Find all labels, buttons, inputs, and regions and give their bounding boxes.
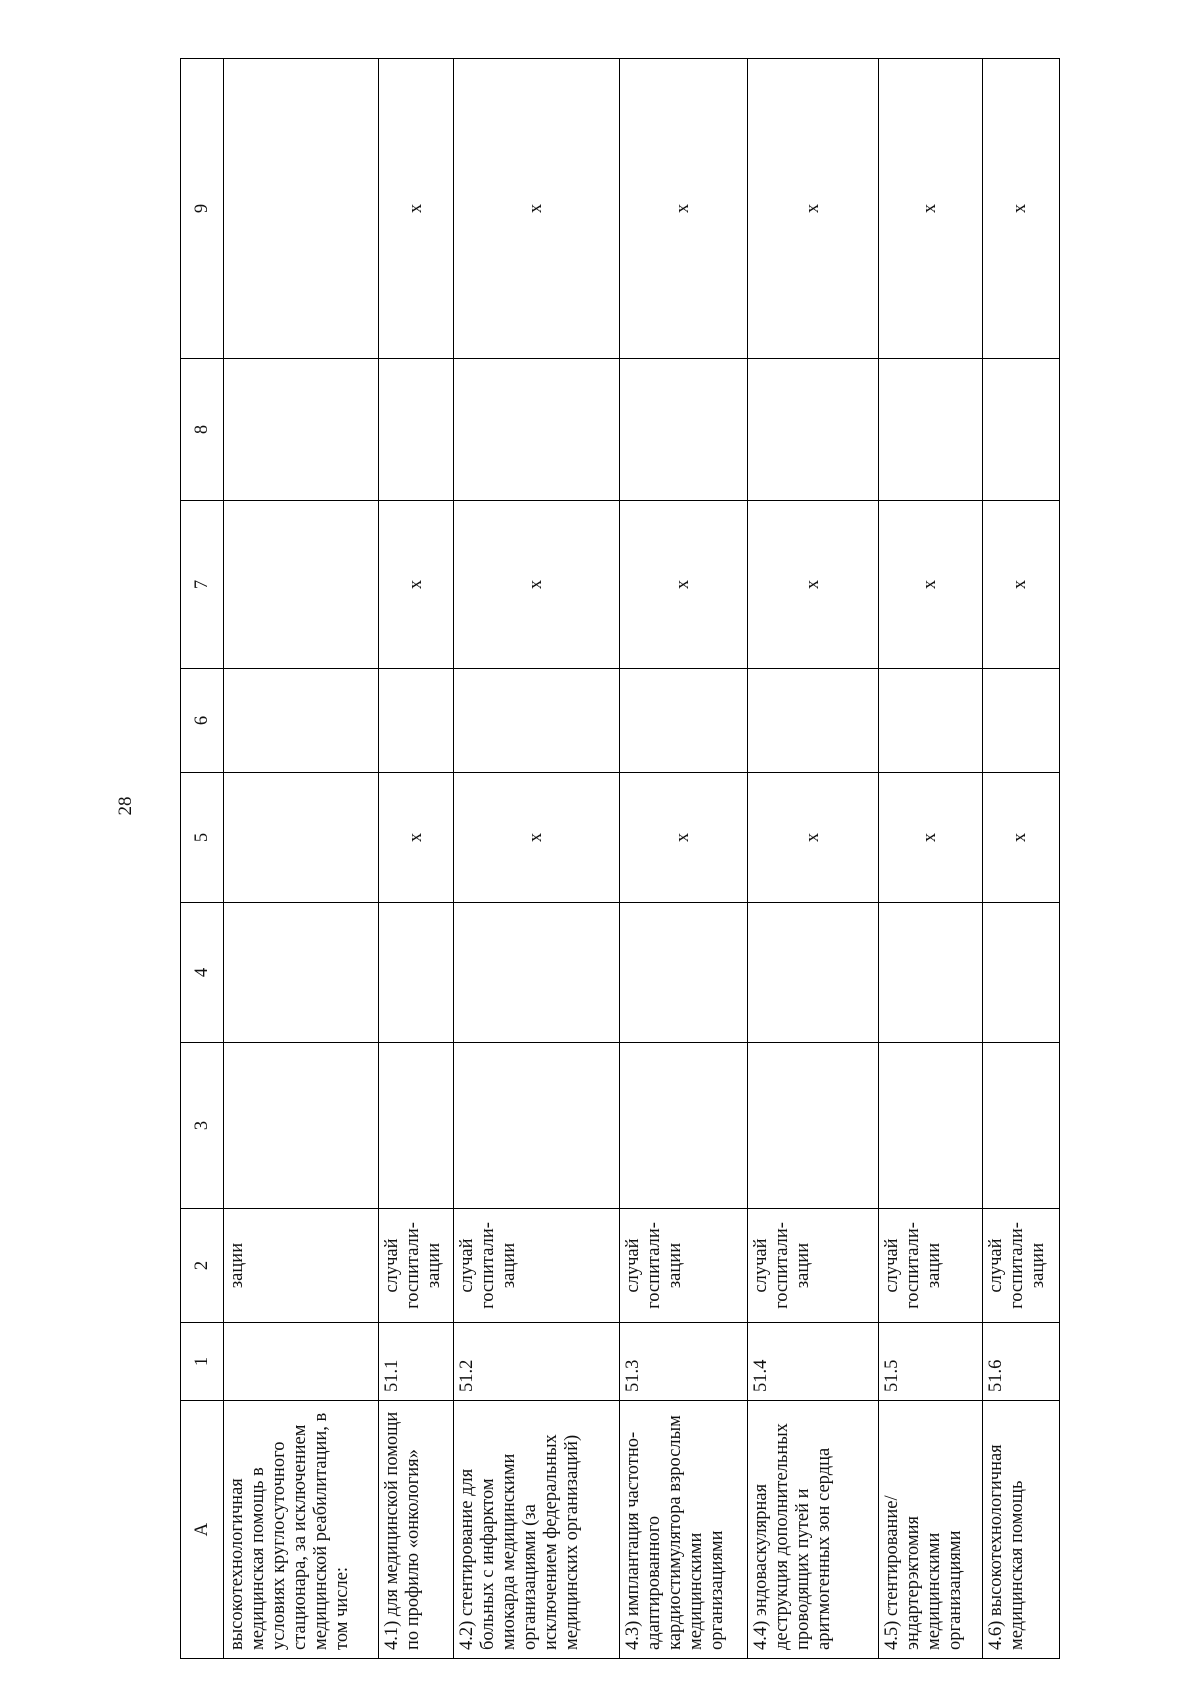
- cell-value: [620, 359, 748, 501]
- column-header: 2: [181, 1209, 224, 1323]
- cell-value: [379, 1043, 454, 1209]
- column-header: 1: [181, 1323, 224, 1401]
- cell-value: [454, 903, 620, 1043]
- cell-value: x: [454, 501, 620, 669]
- column-header: 5: [181, 773, 224, 903]
- table-row: [982, 59, 1059, 1659]
- cell-description: 4.5) стентирование/ эндартерэктомия медицинскими организациями: [879, 1401, 983, 1659]
- cell-value: [224, 669, 379, 773]
- cell-value: x: [982, 59, 1059, 359]
- cell-value: x: [748, 773, 879, 903]
- cell-value: x: [748, 59, 879, 359]
- cell-unit: случай госпитали-зации: [379, 1209, 454, 1323]
- cell-value: x: [620, 773, 748, 903]
- cell-unit: случай госпитали-зации: [879, 1209, 983, 1323]
- cell-value: x: [379, 59, 454, 359]
- cell-value: [224, 501, 379, 669]
- cell-value: [620, 1043, 748, 1209]
- cell-unit: случай госпитали-зации: [748, 1209, 879, 1323]
- table-row: [224, 59, 379, 1659]
- header-row: [181, 59, 224, 1659]
- cell-value: x: [379, 501, 454, 669]
- cell-value: [879, 669, 983, 773]
- cell-value: x: [879, 501, 983, 669]
- column-header: 3: [181, 1043, 224, 1209]
- cell-unit: случай госпитали-зации: [620, 1209, 748, 1323]
- cell-value: [224, 359, 379, 501]
- cell-value: [620, 903, 748, 1043]
- cell-row-number: 51.4: [748, 1323, 879, 1401]
- cell-value: x: [620, 59, 748, 359]
- table-row: [879, 59, 983, 1659]
- table-row: [454, 59, 620, 1659]
- cell-value: [982, 903, 1059, 1043]
- cell-value: [982, 669, 1059, 773]
- cell-value: x: [982, 773, 1059, 903]
- column-header: 8: [181, 359, 224, 501]
- cell-value: x: [982, 501, 1059, 669]
- cell-description: 4.4) эндоваскулярная деструкция дополнительных проводящих путей и аритмогенных зон сердца: [748, 1401, 879, 1659]
- cell-value: x: [879, 59, 983, 359]
- cell-value: [879, 359, 983, 501]
- cell-value: x: [454, 59, 620, 359]
- cell-value: [748, 359, 879, 501]
- cell-value: [454, 669, 620, 773]
- cell-value: [224, 773, 379, 903]
- cell-value: x: [454, 773, 620, 903]
- table-row: [620, 59, 748, 1659]
- cell-value: x: [748, 501, 879, 669]
- cell-description: 4.6) высокотехнологичная медицинская помощь: [982, 1401, 1059, 1659]
- cell-row-number: [224, 1323, 379, 1401]
- column-header: 9: [181, 59, 224, 359]
- cell-value: x: [379, 773, 454, 903]
- cell-description: высокотехнологичная медицинская помощь в условиях круглосуточного стационара, за исключением медицинской реабилитации, в том числе:: [224, 1401, 379, 1659]
- column-header: 6: [181, 669, 224, 773]
- cell-value: [454, 1043, 620, 1209]
- data-table: [180, 58, 1060, 1659]
- cell-value: [379, 903, 454, 1043]
- cell-description: 4.2) стентирование для больных с инфарктом миокарда медицинскими организациями (за исключением федеральных медицинских организаций): [454, 1401, 620, 1659]
- cell-description: 4.1) для медицинской помощи по профилю «онкология»: [379, 1401, 454, 1659]
- cell-value: [879, 903, 983, 1043]
- table-row: [748, 59, 879, 1659]
- cell-value: [224, 903, 379, 1043]
- cell-value: x: [620, 501, 748, 669]
- column-header: 4: [181, 903, 224, 1043]
- cell-value: [224, 1043, 379, 1209]
- cell-value: [748, 1043, 879, 1209]
- cell-value: [982, 1043, 1059, 1209]
- cell-row-number: 51.5: [879, 1323, 983, 1401]
- table-row: [379, 59, 454, 1659]
- cell-value: [379, 359, 454, 501]
- cell-row-number: 51.1: [379, 1323, 454, 1401]
- cell-unit: зации: [224, 1209, 379, 1323]
- cell-value: [879, 1043, 983, 1209]
- column-header: 7: [181, 501, 224, 669]
- cell-unit: случай госпитали-зации: [982, 1209, 1059, 1323]
- cell-value: [224, 59, 379, 359]
- cell-value: [748, 903, 879, 1043]
- cell-value: [748, 669, 879, 773]
- cell-value: [379, 669, 454, 773]
- cell-value: x: [879, 773, 983, 903]
- page-number: 28: [115, 796, 136, 816]
- cell-unit: случай госпитали-зации: [454, 1209, 620, 1323]
- cell-value: [982, 359, 1059, 501]
- cell-row-number: 51.6: [982, 1323, 1059, 1401]
- cell-row-number: 51.2: [454, 1323, 620, 1401]
- column-header: A: [181, 1401, 224, 1659]
- cell-row-number: 51.3: [620, 1323, 748, 1401]
- cell-description: 4.3) имплантация частотно-адаптированного кардиостимулятора взрослым медицинскими организациями: [620, 1401, 748, 1659]
- cell-value: [620, 669, 748, 773]
- cell-value: [454, 359, 620, 501]
- table-rotated-container: [180, 59, 1060, 1659]
